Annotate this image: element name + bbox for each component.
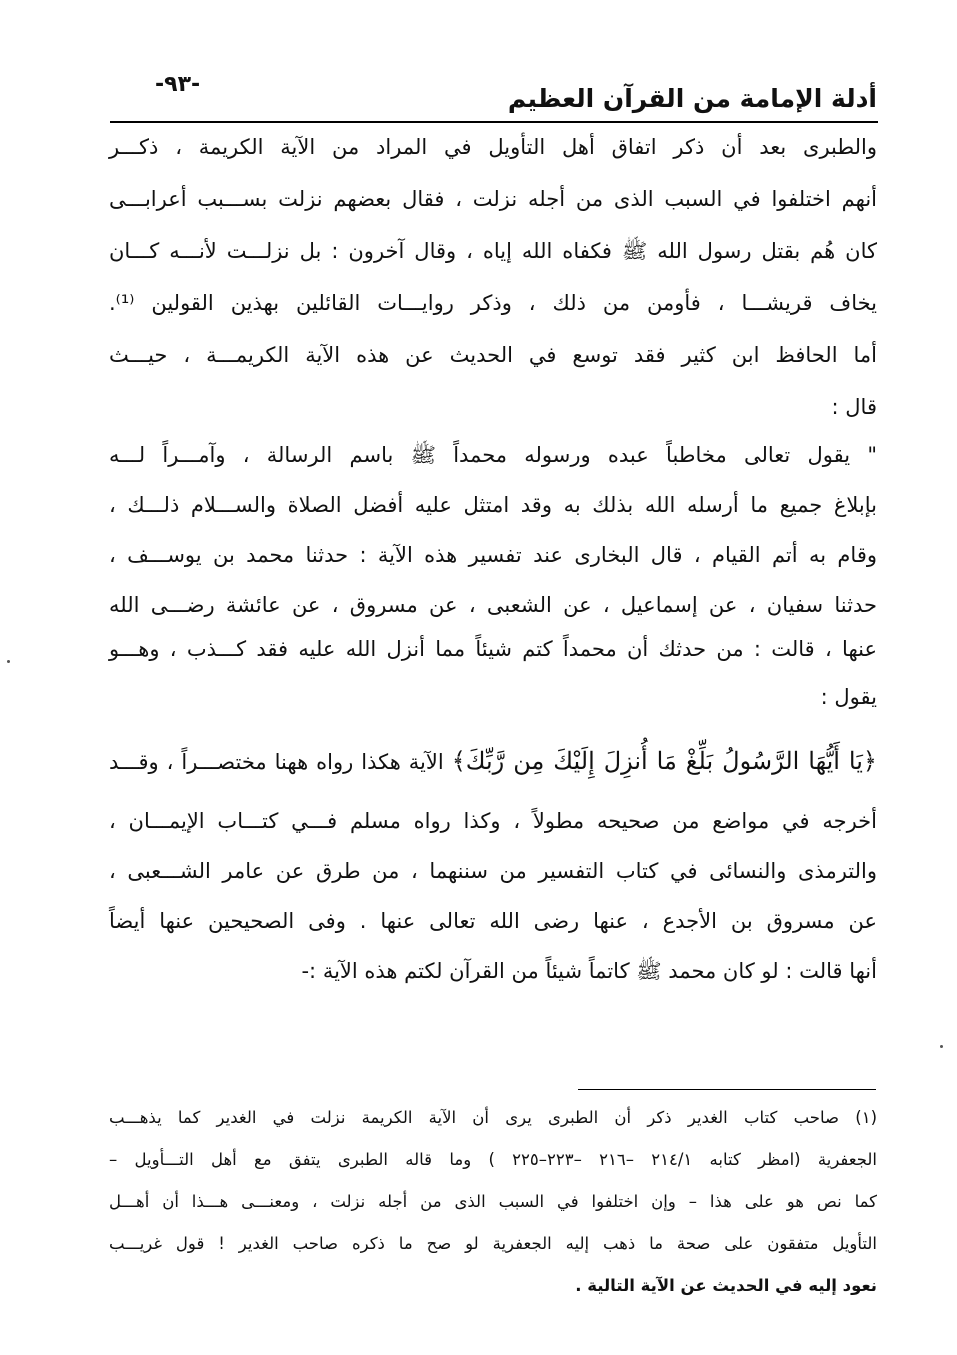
body-line: أنها قالت : لو كان محمد ﷺ كاتماً شيئاً من القرآن لكتم هذه الآية :- [301, 959, 877, 983]
scan-speck [7, 660, 10, 663]
body-line: أنهم اختلفوا في السبب الذى من أجله نزلت ، فقال بعضهم نزلت بســـبب أعرابـــى [109, 187, 877, 211]
running-title: أدلة الإمامة من القرآن العظيم [507, 84, 877, 113]
body-line: كان هُم بقتل رسول الله ﷺ فكفاه الله إياه ، وقال آخرون : بل نزلـــت لأنـــه كـــان [109, 239, 877, 263]
body-line: يخاف قريشـــا ، فأومن من ذلك ، وذكر روايـــات القائلين بهذين القولين ⁽¹⁾. [109, 291, 877, 315]
footnote-line: نعود إليه في الحديث عن الآية التالية . [575, 1276, 877, 1295]
footnote-line: الجعفرية (امظر كتابه ٢١٤/١ –٢١٦ –٢٢٣–٢٢٥ ) وما قاله الطبرى يتفق مع أهل التـــأويل – [109, 1150, 877, 1169]
verse-continuation: الآية هكذا رواه ههنا مختصـــراً ، وقـــد [109, 750, 444, 774]
page-number: -٩٣- [155, 72, 201, 97]
header-divider [110, 121, 878, 123]
body-line: عن مسروق بن الأجدع ، عنها رضى الله تعالى عنها . وفى الصحيحين عنها أيضاً [109, 909, 877, 933]
footnote-divider [578, 1089, 876, 1090]
body-line: عنها ، قالت : من حدثك أن محمداً كتم شيئاً مما أنزل الله عليه فقد كـــذب ، وهـــو [109, 637, 877, 661]
scan-speck [940, 1045, 943, 1048]
quran-verse: ﴿يَا أَيُّهَا الرَّسُولُ بَلِّغْ مَا أُنزِلَ إِلَيْكَ مِن رَّبِّكَ﴾ [451, 747, 877, 775]
body-line: قال : [831, 395, 877, 419]
body-line: والطبرى بعد أن ذكر اتفاق أهل التأويل في المراد من الآية الكريمة ، ذكـــر [109, 135, 877, 159]
body-line: يقول : [820, 685, 877, 709]
body-line: وقام به أتم القيام ، قال البخارى عند تفسير هذه الآية : حدثنا محمد بن يوســـف ، [109, 543, 877, 567]
footnote-line: كما نص هو على هذا – وإن اختلفوا في السبب الذى من أجله نزلت ، ومعنـــى هـــذا أن أهـــل [109, 1192, 877, 1211]
footnote-line: (١) صاحب كتاب الغدير ذكر أن الطبرى يرى أن الآية الكريمة نزلت في الغدير كما يذهـــب [109, 1108, 877, 1127]
verse-line [109, 746, 877, 777]
body-line: والترمذى والنسائى في كتاب التفسير من سننهما ، من طرق عن عامر الشـــعبى ، [109, 859, 877, 883]
body-line: أما الحافظ ابن كثير فقد توسع في الحديث عن هذه الآية الكريمـــة ، حيـــث [109, 343, 877, 367]
body-line: حدثنا سفيان ، عن إسماعيل ، عن الشعبى ، عن مسروق ، عن عائشة رضـــى الله [109, 593, 877, 617]
body-line: " يقول تعالى مخاطباً عبده ورسوله محمداً ﷺ باسم الرسالة ، وآمـــراً لـــه [109, 443, 877, 467]
body-line: أخرجه في مواضع من صحيحه مطولاً ، وكذا رواه مسلم فـــي كتـــاب الإيمـــان ، [109, 809, 877, 833]
body-line: بإبلاغ جميع ما أرسله الله بذلك به وقد امتثل عليه أفضل الصلاة والســـلام ذلـــك ، [109, 493, 877, 517]
footnote-line: التأويل متفقون على صحة ما ذهب إليه الجعفرية لو صح ما ذكره صاحب الغدير ! قول غريـــب [109, 1234, 877, 1253]
